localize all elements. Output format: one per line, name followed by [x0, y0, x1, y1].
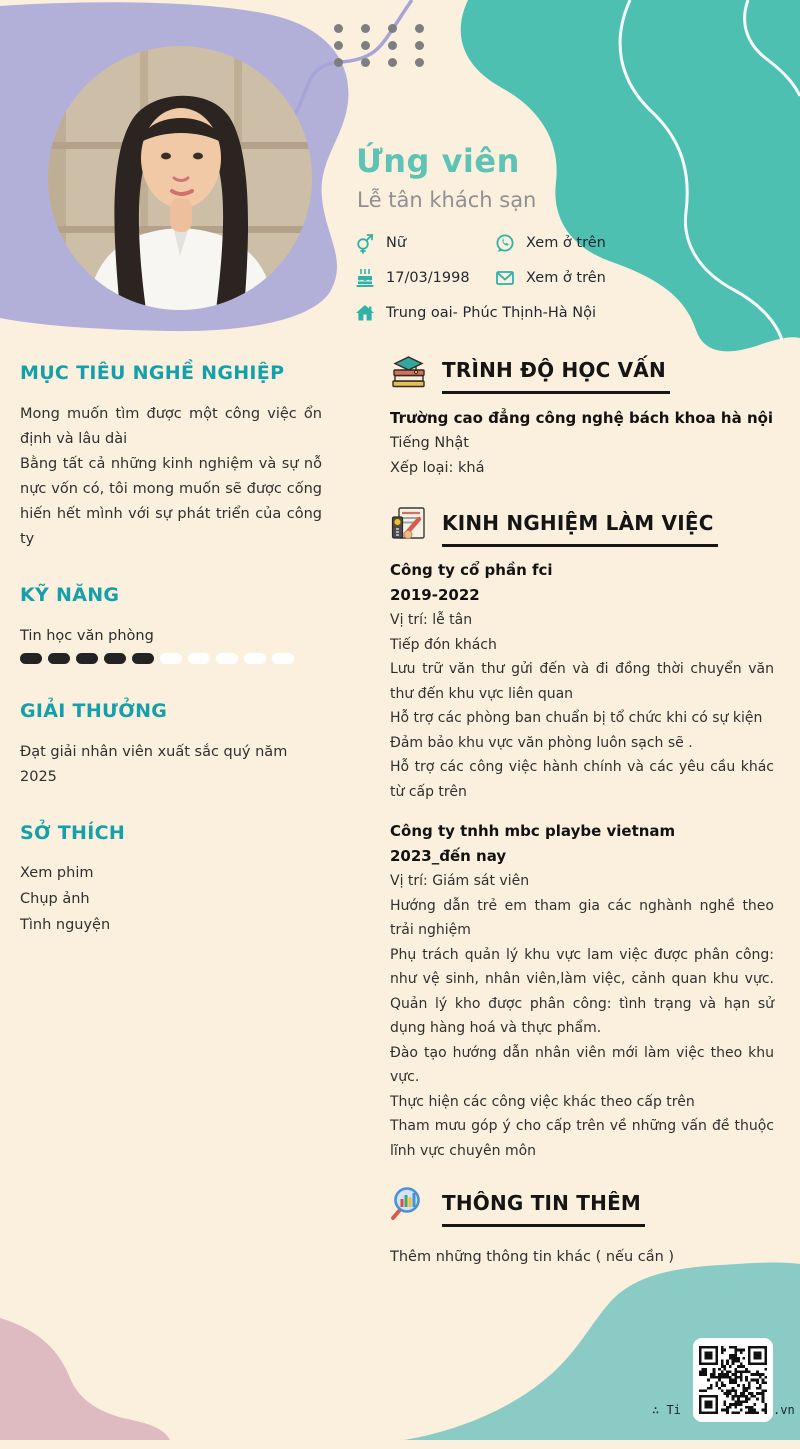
- objective-heading: MỤC TIÊU NGHỀ NGHIỆP: [20, 362, 285, 384]
- skill-dash: [244, 653, 266, 664]
- gender-icon: [355, 232, 375, 254]
- job-detail: Tiếp đón khách: [390, 636, 497, 653]
- contact-address-value: Trung oai- Phúc Thịnh-Hà Nội: [386, 305, 597, 321]
- magnifier-chart-icon: [390, 1185, 427, 1222]
- watermark-text-right: .vn: [773, 1403, 795, 1417]
- skills-list: [20, 628, 322, 664]
- education-school: Trường cao đẳng công nghệ bách khoa hà nội: [390, 409, 774, 427]
- skill-level-dashes: [20, 653, 322, 664]
- education-line: Tiếng Nhật: [390, 435, 469, 451]
- job-detail: Hướng dẫn trẻ em tham gia các nghành nghề theo trải nghiệm: [390, 897, 774, 938]
- experience-document-icon: [390, 505, 427, 542]
- pink-blob: [0, 1318, 170, 1440]
- job-detail: Vị trí: lễ tân: [390, 612, 473, 628]
- contact-email: [495, 267, 775, 289]
- award-item: Đạt giải nhân viên xuất sắc quý năm 2025: [20, 744, 288, 785]
- education-line: Xếp loại: khá: [390, 460, 485, 476]
- decorative-dot: [334, 58, 343, 67]
- job-detail: Lưu trữ văn thư gửi đến và đi đồng thời chuyển văn thư đến khu vực liên quan: [390, 661, 774, 702]
- contact-whatsapp: [495, 232, 775, 254]
- contact-whatsapp-value: Xem ở trên: [526, 235, 606, 251]
- more-info-title: THÔNG TIN THÊM: [442, 1185, 645, 1227]
- decorative-dot: [361, 41, 370, 50]
- decorative-dot: [415, 24, 424, 33]
- experience-job-1: [390, 558, 774, 804]
- profile-photo: [48, 46, 312, 310]
- job-detail: Thực hiện các công việc khác theo cấp trên: [390, 1093, 695, 1110]
- experience-job-2: [390, 819, 774, 1163]
- candidate-job-title: Lễ tân khách sạn: [357, 188, 537, 212]
- decorative-dot: [388, 24, 397, 33]
- decorative-dot: [388, 41, 397, 50]
- experience-header: [390, 505, 774, 547]
- hobbies-section: [20, 822, 322, 938]
- candidate-name: Ứng viên: [356, 142, 520, 180]
- education-books-icon: [390, 352, 427, 389]
- hobby-item: Xem phim: [20, 865, 94, 881]
- more-info-header: [390, 1185, 774, 1227]
- experience-title: KINH NGHIỆM LÀM VIỆC: [442, 505, 718, 547]
- email-icon: [495, 267, 515, 289]
- skill-dash: [104, 653, 126, 664]
- skill-dash: [160, 653, 182, 664]
- hobbies-heading: SỞ THÍCH: [20, 822, 126, 844]
- decorative-dot: [415, 58, 424, 67]
- education-body: [390, 406, 774, 481]
- contact-gender-value: Nữ: [386, 235, 407, 251]
- contact-address: [355, 302, 775, 324]
- job-detail: Phụ trách quản lý khu vực lam việc được phân công: như vệ sinh, nhân viên,làm việc, cảnh quan khu vực. Quản lý kho được phân công: tình trạng và hạn sử dụng hàng hoá và thực phẩm.: [390, 946, 774, 1036]
- skill-dash: [216, 653, 238, 664]
- more-info-text: Thêm những thông tin khác ( nếu cần ): [390, 1249, 675, 1265]
- job-company: Công ty tnhh mbc playbe vietnam: [390, 822, 676, 840]
- skill-dash: [48, 653, 70, 664]
- hobby-item: Tình nguyện: [20, 917, 111, 933]
- decorative-dot: [334, 24, 343, 33]
- contact-dob: [355, 267, 495, 289]
- decorative-dot: [388, 58, 397, 67]
- awards-section: [20, 700, 322, 790]
- decorative-dot: [415, 41, 424, 50]
- job-period: 2019-2022: [390, 586, 480, 604]
- skill-name: Tin học văn phòng: [20, 628, 154, 644]
- job-detail: Đảm bảo khu vực văn phòng luôn sạch sẽ .: [390, 734, 693, 751]
- contact-info: [355, 232, 775, 324]
- skill-item: [20, 628, 322, 664]
- job-detail: Đào tạo hướng dẫn nhân viên mới làm việc theo khu vực.: [390, 1044, 774, 1085]
- contact-email-value: Xem ở trên: [526, 270, 606, 286]
- decorative-dot: [361, 58, 370, 67]
- job-detail: Vị trí: Giám sát viên: [390, 873, 530, 889]
- whatsapp-icon: [495, 232, 515, 254]
- job-period: 2023_đến nay: [390, 847, 507, 865]
- job-detail: Hỗ trợ các phòng ban chuẩn bị tổ chức khi có sự kiện: [390, 710, 763, 726]
- objective-text: [20, 402, 322, 552]
- skill-dash: [76, 653, 98, 664]
- hobby-item: Chụp ảnh: [20, 891, 90, 907]
- watermark-text-left: ∴ Ti: [652, 1403, 681, 1417]
- skill-dash: [272, 653, 294, 664]
- awards-heading: GIẢI THƯỞNG: [20, 700, 168, 722]
- hobby-list: [20, 860, 322, 938]
- decorative-dot: [361, 24, 370, 33]
- objective-line: Bằng tất cả những kinh nghiệm và sự nỗ nực vốn có, tôi mong muốn sẽ được cống hiến hết mình với sự phát triển của công ty: [20, 456, 322, 547]
- decorative-dot-grid: [334, 24, 442, 75]
- birthday-cake-icon: [355, 267, 375, 289]
- education-header: [390, 352, 774, 394]
- objective-line: Mong muốn tìm được một công việc ổn định và lâu dài: [20, 406, 322, 447]
- skill-dash: [20, 653, 42, 664]
- decorative-dot: [334, 41, 343, 50]
- skill-dash: [188, 653, 210, 664]
- job-company: Công ty cổ phần fci: [390, 561, 553, 579]
- skills-section: [20, 584, 322, 664]
- qr-code: [693, 1338, 773, 1422]
- education-title: TRÌNH ĐỘ HỌC VẤN: [442, 352, 670, 394]
- contact-dob-value: 17/03/1998: [386, 270, 470, 286]
- job-detail: Tham mưu góp ý cho cấp trên về những vấn đề thuộc lĩnh vực chuyên môn: [390, 1118, 774, 1159]
- skill-dash: [132, 653, 154, 664]
- home-icon: [355, 302, 375, 324]
- left-column: [20, 362, 322, 938]
- skills-heading: KỸ NĂNG: [20, 584, 120, 606]
- right-column: [390, 352, 774, 1285]
- contact-gender: [355, 232, 495, 254]
- job-detail: Hỗ trợ các công việc hành chính và các yêu cầu khác từ cấp trên: [390, 759, 774, 800]
